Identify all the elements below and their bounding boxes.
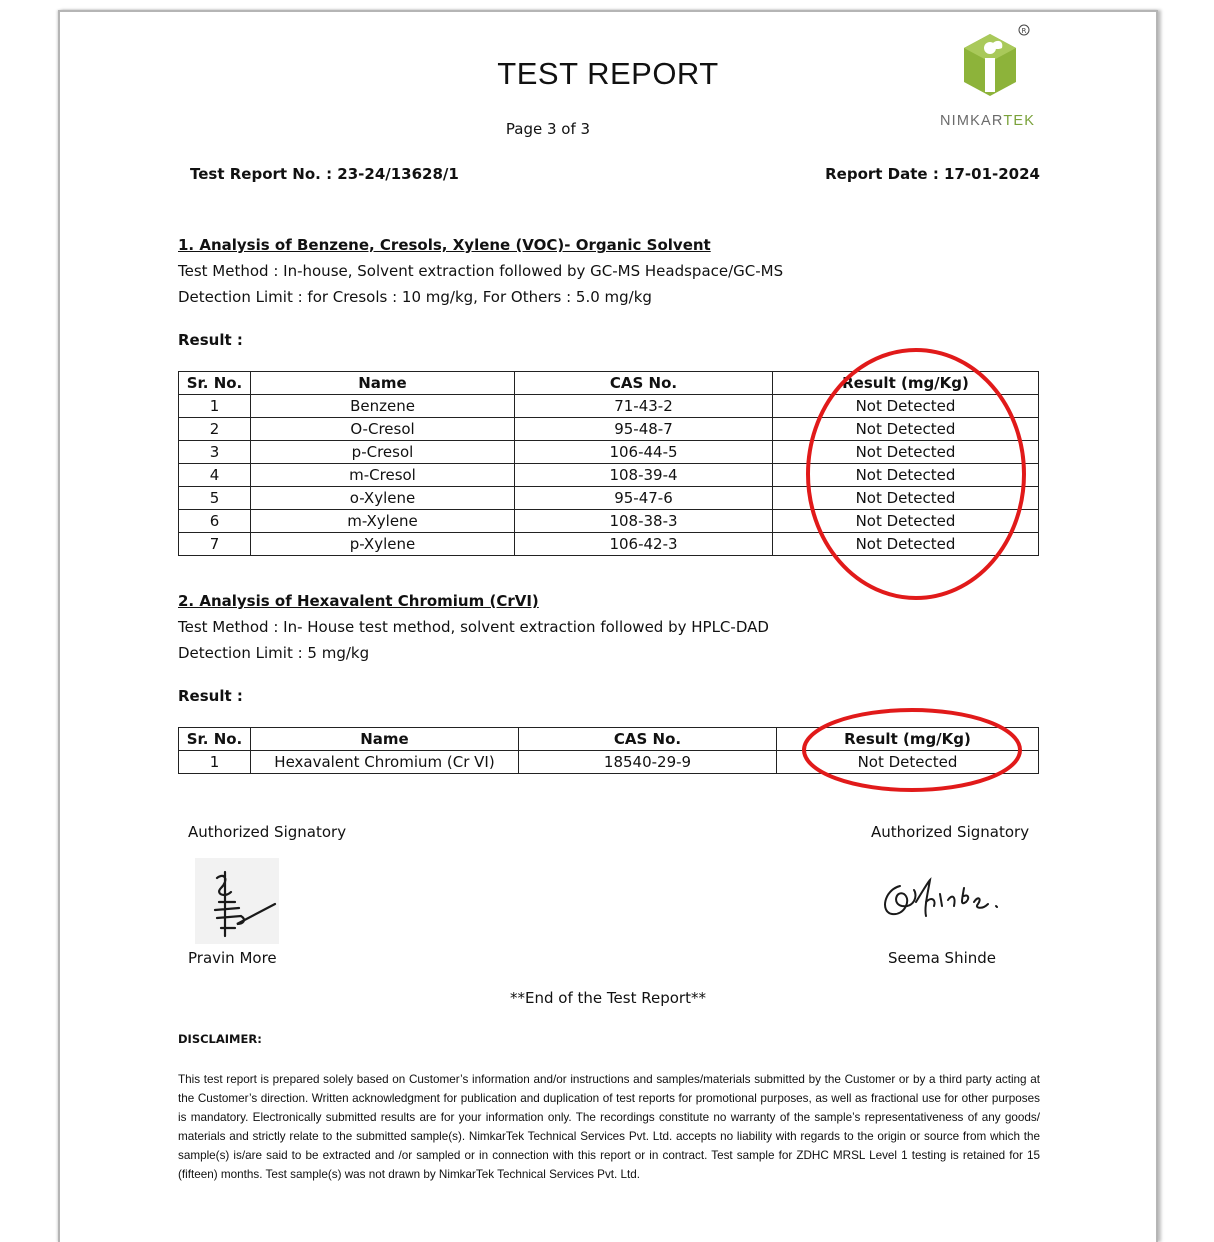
section2-limit: Detection Limit : 5 mg/kg: [178, 644, 370, 662]
left-signatory-label: Authorized Signatory: [188, 823, 347, 841]
disclaimer-text: This test report is prepared solely based on Customer’s information and/or instructions and samples/materials submitted by the Customer or by a third party acting at the Customer’s direction. Written acknowledgment for publication and duplication of test reports for promotional purposes, as well as fractional use for other purposes is mandatory. Electronically submitted results are for your information only. The recordings constitute no warranty of the sample’s representativeness of any goods/ materials and strictly relate to the submitted sample(s). NimkarTek Technical Services Pvt. Ltd. accepts no liability with regards to the origin or source from which the sample(s) is/are said to be extracted and /or sampled or in connection with this report or in contract. Test sample for ZDHC MRSL Level 1 testing is retained for 15 (fifteen) months. Test sample(s) was not drawn by NimkarTek Technical Services Pvt. Ltd.: [178, 1073, 1040, 1181]
col-name: Name: [251, 728, 519, 751]
cell-name: O-Cresol: [251, 418, 515, 441]
cell-sr-no: 2: [179, 418, 251, 441]
left-signature-image: [195, 858, 279, 944]
section1-result-label: Result :: [178, 331, 243, 349]
cell-name: p-Xylene: [251, 533, 515, 556]
cell-sr-no: 7: [179, 533, 251, 556]
col-sr-no: Sr. No.: [179, 372, 251, 395]
cell-sr-no: 5: [179, 487, 251, 510]
col-cas-no: CAS No.: [515, 372, 773, 395]
cell-result: Not Detected: [773, 441, 1039, 464]
red-annotation-ellipse-2: [800, 706, 1032, 796]
cell-result: Not Detected: [773, 395, 1039, 418]
cell-sr-no: 4: [179, 464, 251, 487]
right-signature-image: [878, 872, 1008, 930]
end-of-report-note: **End of the Test Report**: [510, 989, 706, 1007]
cell-name: m-Cresol: [251, 464, 515, 487]
cell-cas-no: 108-39-4: [515, 464, 773, 487]
cell-cas-no: 106-44-5: [515, 441, 773, 464]
cell-cas-no: 108-38-3: [515, 510, 773, 533]
col-result: Result (mg/Kg): [777, 728, 1039, 751]
cell-result: Not Detected: [777, 751, 1039, 774]
cell-name: m-Xylene: [251, 510, 515, 533]
col-cas-no: CAS No.: [519, 728, 777, 751]
cell-result: Not Detected: [773, 510, 1039, 533]
cell-sr-no: 1: [179, 751, 251, 774]
cell-name: o-Xylene: [251, 487, 515, 510]
cell-result: Not Detected: [773, 487, 1039, 510]
svg-text:R: R: [1021, 27, 1027, 35]
cell-result: Not Detected: [773, 464, 1039, 487]
cell-cas-no: 18540-29-9: [519, 751, 777, 774]
cell-result: Not Detected: [773, 533, 1039, 556]
section2-result-label: Result :: [178, 687, 243, 705]
cell-cas-no: 95-48-7: [515, 418, 773, 441]
cell-name: p-Cresol: [251, 441, 515, 464]
cell-result: Not Detected: [773, 418, 1039, 441]
cell-sr-no: 3: [179, 441, 251, 464]
section1-limit: Detection Limit : for Cresols : 10 mg/kg, For Others : 5.0 mg/kg: [178, 288, 652, 306]
right-signatory-name: Seema Shinde: [888, 949, 997, 967]
cell-sr-no: 6: [179, 510, 251, 533]
section1-heading: 1. Analysis of Benzene, Cresols, Xylene (VOC)- Organic Solvent: [178, 236, 711, 254]
section2-method: Test Method : In- House test method, solvent extraction followed by HPLC-DAD: [178, 618, 769, 636]
cell-cas-no: 71-43-2: [515, 395, 773, 418]
right-signatory-label: Authorized Signatory: [871, 823, 1030, 841]
col-sr-no: Sr. No.: [179, 728, 251, 751]
left-signatory-name: Pravin More: [188, 949, 277, 967]
disclaimer-title: DISCLAIMER:: [178, 1032, 262, 1046]
svg-text:NIMKARTEK: NIMKARTEK: [940, 113, 1036, 128]
section1-method: Test Method : In-house, Solvent extraction followed by GC-MS Headspace/GC-MS: [178, 262, 784, 280]
page-title: TEST REPORT: [497, 56, 719, 91]
cell-sr-no: 1: [179, 395, 251, 418]
page-number: Page 3 of 3: [505, 120, 591, 138]
nimkartek-logo: [938, 20, 1048, 128]
cell-name: Hexavalent Chromium (Cr VI): [251, 751, 519, 774]
cell-cas-no: 106-42-3: [515, 533, 773, 556]
section2-heading: 2. Analysis of Hexavalent Chromium (CrVI): [178, 592, 539, 610]
report-page: [58, 10, 1158, 1242]
red-annotation-ellipse-1: [802, 344, 1032, 606]
col-result: Result (mg/Kg): [773, 372, 1039, 395]
cell-name: Benzene: [251, 395, 515, 418]
cell-cas-no: 95-47-6: [515, 487, 773, 510]
logo-mark-icon: [938, 20, 1048, 128]
report-date: Report Date : 17-01-2024: [825, 165, 1040, 183]
report-number: Test Report No. : 23-24/13628/1: [190, 165, 459, 183]
col-name: Name: [251, 372, 515, 395]
